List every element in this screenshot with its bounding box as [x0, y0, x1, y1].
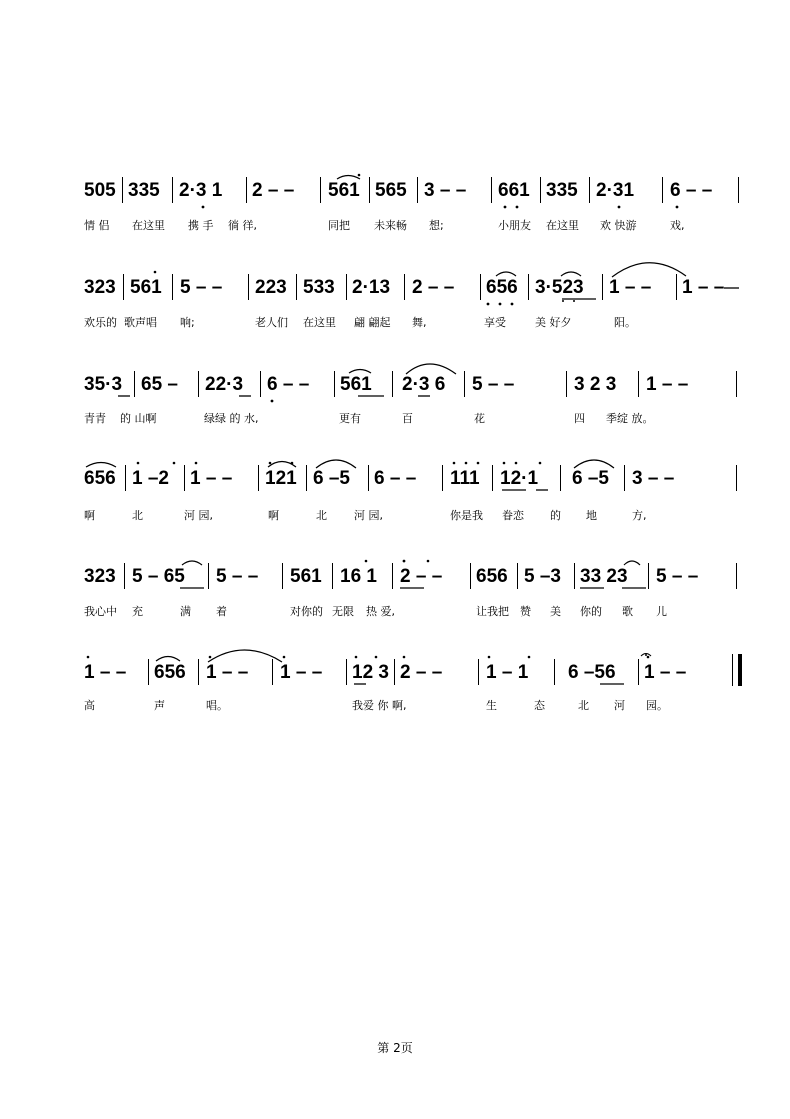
lyric: 你是我 — [450, 509, 483, 522]
lyric: 阳。 — [614, 316, 636, 329]
lyric: 绿绿 的 水, — [204, 412, 259, 425]
lyric: 态 — [534, 699, 545, 712]
bar-line — [198, 659, 199, 685]
note-group: 661 — [498, 180, 530, 201]
note-group: 3 2 3 — [574, 374, 617, 395]
bar-line — [442, 465, 443, 491]
note-group: 1 – – — [609, 277, 652, 298]
lyric: 欢 快游 — [600, 219, 637, 232]
bar-line — [589, 177, 590, 203]
bar-line — [417, 177, 418, 203]
lyric: 美 — [550, 605, 561, 618]
lyric: 河 — [614, 699, 625, 712]
bar-line — [172, 274, 173, 300]
note-group: 223 — [255, 277, 287, 298]
music-line-6 — [84, 662, 744, 684]
music-line-5 — [84, 566, 744, 588]
lyric: 啊 — [268, 509, 279, 522]
note-group: 2·3 6 — [402, 374, 446, 395]
bar-line — [676, 274, 677, 300]
bar-line — [369, 177, 370, 203]
note-group: 35·3 — [84, 374, 123, 395]
bar-line — [392, 371, 393, 397]
bar-line — [125, 465, 126, 491]
bar-line — [306, 465, 307, 491]
lyric-line-1 — [84, 218, 744, 234]
lyric: 生 — [486, 699, 497, 712]
note-group: 6 – – — [267, 374, 310, 395]
lyric: 更有 — [339, 412, 361, 425]
lyric: 赞 — [520, 605, 531, 618]
lyric: 充 — [132, 605, 143, 618]
note-group: 3 – – — [424, 180, 467, 201]
bar-line — [638, 659, 639, 685]
lyric: 的 山啊 — [120, 412, 157, 425]
lyric: 情 侣 — [84, 219, 110, 232]
bar-line — [124, 563, 125, 589]
lyric: 舞, — [412, 316, 427, 329]
bar-line — [392, 563, 393, 589]
note-group: 6 –5 — [313, 468, 350, 489]
note-group: 565 — [375, 180, 407, 201]
note-group: 2·3 1 — [179, 180, 223, 201]
note-group: 2·31 — [596, 180, 635, 201]
lyric: 着 — [216, 605, 227, 618]
bar-line — [172, 177, 173, 203]
note-group: 5 – 65 — [132, 566, 185, 587]
bar-line — [662, 177, 663, 203]
bar-line — [320, 177, 321, 203]
note-group: 2 – – — [400, 566, 443, 587]
bar-line — [528, 274, 529, 300]
note-group: 5 – – — [656, 566, 699, 587]
bar-line — [566, 371, 567, 397]
lyric: 百 — [402, 412, 413, 425]
music-line-4 — [84, 468, 744, 490]
lyric: 老人们 — [255, 316, 288, 329]
note-group: 1 – – — [84, 662, 127, 683]
lyric: 季绽 放。 — [606, 412, 654, 425]
bar-line — [148, 659, 149, 685]
note-group: 656 — [476, 566, 508, 587]
lyric: 河 园, — [354, 509, 383, 522]
note-group: 2 – – — [400, 662, 443, 683]
bar-line — [184, 465, 185, 491]
note-group: 12·1 — [500, 468, 539, 489]
lyric: 青青 — [84, 412, 106, 425]
note-group: 1 – – — [682, 277, 725, 298]
lyric: 北 — [132, 509, 143, 522]
note-group: 656 — [154, 662, 186, 683]
bar-line — [394, 659, 395, 685]
lyric: 北 — [316, 509, 327, 522]
bar-line — [736, 465, 737, 491]
bar-line — [246, 177, 247, 203]
lyric: 声 — [154, 699, 165, 712]
bar-line — [540, 177, 541, 203]
lyric: 未来畅 — [374, 219, 407, 232]
bar-line — [260, 371, 261, 397]
bar-line — [638, 371, 639, 397]
bar-line — [478, 659, 479, 685]
lyric: 歌声唱 — [124, 316, 157, 329]
lyric: 让我把 — [476, 605, 509, 618]
note-group: 2 – – — [412, 277, 455, 298]
bar-line — [736, 563, 737, 589]
lyric: 无限 — [332, 605, 354, 618]
lyric: 歌 — [622, 605, 633, 618]
lyric: 眷恋 — [502, 509, 524, 522]
note-group: 1 – – — [190, 468, 233, 489]
note-group: 561 — [328, 180, 360, 201]
lyric: 北 — [578, 699, 589, 712]
note-group: 1 – – — [280, 662, 323, 683]
note-group: 335 — [546, 180, 578, 201]
lyric: 美 好夕 — [535, 316, 572, 329]
bar-line — [624, 465, 625, 491]
note-group: 12 3 — [352, 662, 389, 683]
lyric: 在这里 — [546, 219, 579, 232]
note-group: 656 — [84, 468, 116, 489]
note-group: 505 — [84, 180, 116, 201]
lyric: 携 手 — [188, 219, 214, 232]
bar-line — [198, 371, 199, 397]
lyric: 翩 翩起 — [354, 316, 391, 329]
note-group: 1 – – — [646, 374, 689, 395]
note-group: 2 – – — [252, 180, 295, 201]
bar-line — [122, 177, 123, 203]
lyric: 小朋友 — [498, 219, 531, 232]
bar-line — [736, 371, 737, 397]
lyric: 对你的 — [290, 605, 323, 618]
lyric-line-3 — [84, 411, 744, 427]
note-group: 5 – – — [216, 566, 259, 587]
bar-line — [470, 563, 471, 589]
bar-line — [648, 563, 649, 589]
bar-line — [332, 563, 333, 589]
bar-line — [282, 563, 283, 589]
lyric: 你的 — [580, 605, 602, 618]
lyric-line-6 — [84, 698, 744, 714]
note-group: 561 — [340, 374, 372, 395]
lyric: 徜 徉, — [228, 219, 257, 232]
bar-line — [404, 274, 405, 300]
lyric: 啊 — [84, 509, 95, 522]
lyric: 热 爱, — [366, 605, 395, 618]
bar-line — [258, 465, 259, 491]
lyric: 享受 — [484, 316, 506, 329]
note-group: 5 –3 — [524, 566, 561, 587]
note-group: 3·523 — [535, 277, 584, 298]
note-group: 323 — [84, 277, 116, 298]
lyric: 地 — [586, 509, 597, 522]
bar-line — [248, 274, 249, 300]
lyric: 的 — [550, 509, 561, 522]
bar-line — [492, 465, 493, 491]
note-group: 1 – 1 — [486, 662, 529, 683]
bar-line — [123, 274, 124, 300]
page-number: 第 2页 — [377, 1041, 413, 1055]
note-group: 3 – – — [632, 468, 675, 489]
note-group: 16 1 — [340, 566, 377, 587]
bar-line — [480, 274, 481, 300]
lyric-line-2 — [84, 315, 744, 331]
lyric: 在这里 — [303, 316, 336, 329]
note-group: 323 — [84, 566, 116, 587]
lyric: 在这里 — [132, 219, 165, 232]
note-group: 335 — [128, 180, 160, 201]
note-group: 561 — [290, 566, 322, 587]
lyric: 戏, — [670, 219, 685, 232]
bar-line — [491, 177, 492, 203]
lyric: 花 — [474, 412, 485, 425]
bar-line — [134, 371, 135, 397]
lyric: 河 园, — [184, 509, 213, 522]
bar-line — [554, 659, 555, 685]
final-bar-line — [732, 654, 742, 686]
bar-line — [738, 177, 739, 203]
bar-line — [560, 465, 561, 491]
bar-line — [272, 659, 273, 685]
music-line-2 — [84, 277, 744, 299]
bar-line — [296, 274, 297, 300]
bar-line — [464, 371, 465, 397]
lyric: 满 — [180, 605, 191, 618]
bar-line — [368, 465, 369, 491]
lyric-line-4 — [84, 508, 744, 524]
note-group: 1 – – — [644, 662, 687, 683]
note-group: 1 –2 — [132, 468, 169, 489]
note-group: 1 – – — [206, 662, 249, 683]
bar-line — [574, 563, 575, 589]
lyric: 高 — [84, 699, 95, 712]
note-group: 561 — [130, 277, 162, 298]
note-group: 65 – — [141, 374, 178, 395]
lyric: 响; — [180, 316, 195, 329]
note-group: 22·3 — [205, 374, 244, 395]
note-group: 656 — [486, 277, 518, 298]
lyric: 我心中 — [84, 605, 117, 618]
bar-line — [346, 274, 347, 300]
lyric: 想; — [429, 219, 444, 232]
music-line-3 — [84, 374, 744, 396]
note-group: 6 –5 — [572, 468, 609, 489]
lyric: 园。 — [646, 699, 668, 712]
lyric: 欢乐的 — [84, 316, 117, 329]
note-group: 2·13 — [352, 277, 391, 298]
lyric: 儿 — [656, 605, 667, 618]
lyric: 方, — [632, 509, 647, 522]
note-group: 533 — [303, 277, 335, 298]
note-group: 121 — [265, 468, 297, 489]
note-group: 6 –56 — [568, 662, 616, 683]
note-group: 5 – – — [472, 374, 515, 395]
bar-line — [334, 371, 335, 397]
note-group: 111 — [450, 468, 480, 489]
lyric: 同把 — [328, 219, 350, 232]
bar-line — [208, 563, 209, 589]
lyric: 四 — [574, 412, 585, 425]
lyric: 唱。 — [206, 699, 228, 712]
note-group: 6 – – — [670, 180, 713, 201]
note-group: 6 – – — [374, 468, 417, 489]
bar-line — [602, 274, 603, 300]
lyric-line-5 — [84, 604, 744, 620]
bar-line — [517, 563, 518, 589]
bar-line — [346, 659, 347, 685]
note-group: 5 – – — [180, 277, 223, 298]
lyric: 我爱 你 啊, — [352, 699, 407, 712]
music-line-1 — [84, 180, 744, 202]
note-group: 33 23 — [580, 566, 628, 587]
